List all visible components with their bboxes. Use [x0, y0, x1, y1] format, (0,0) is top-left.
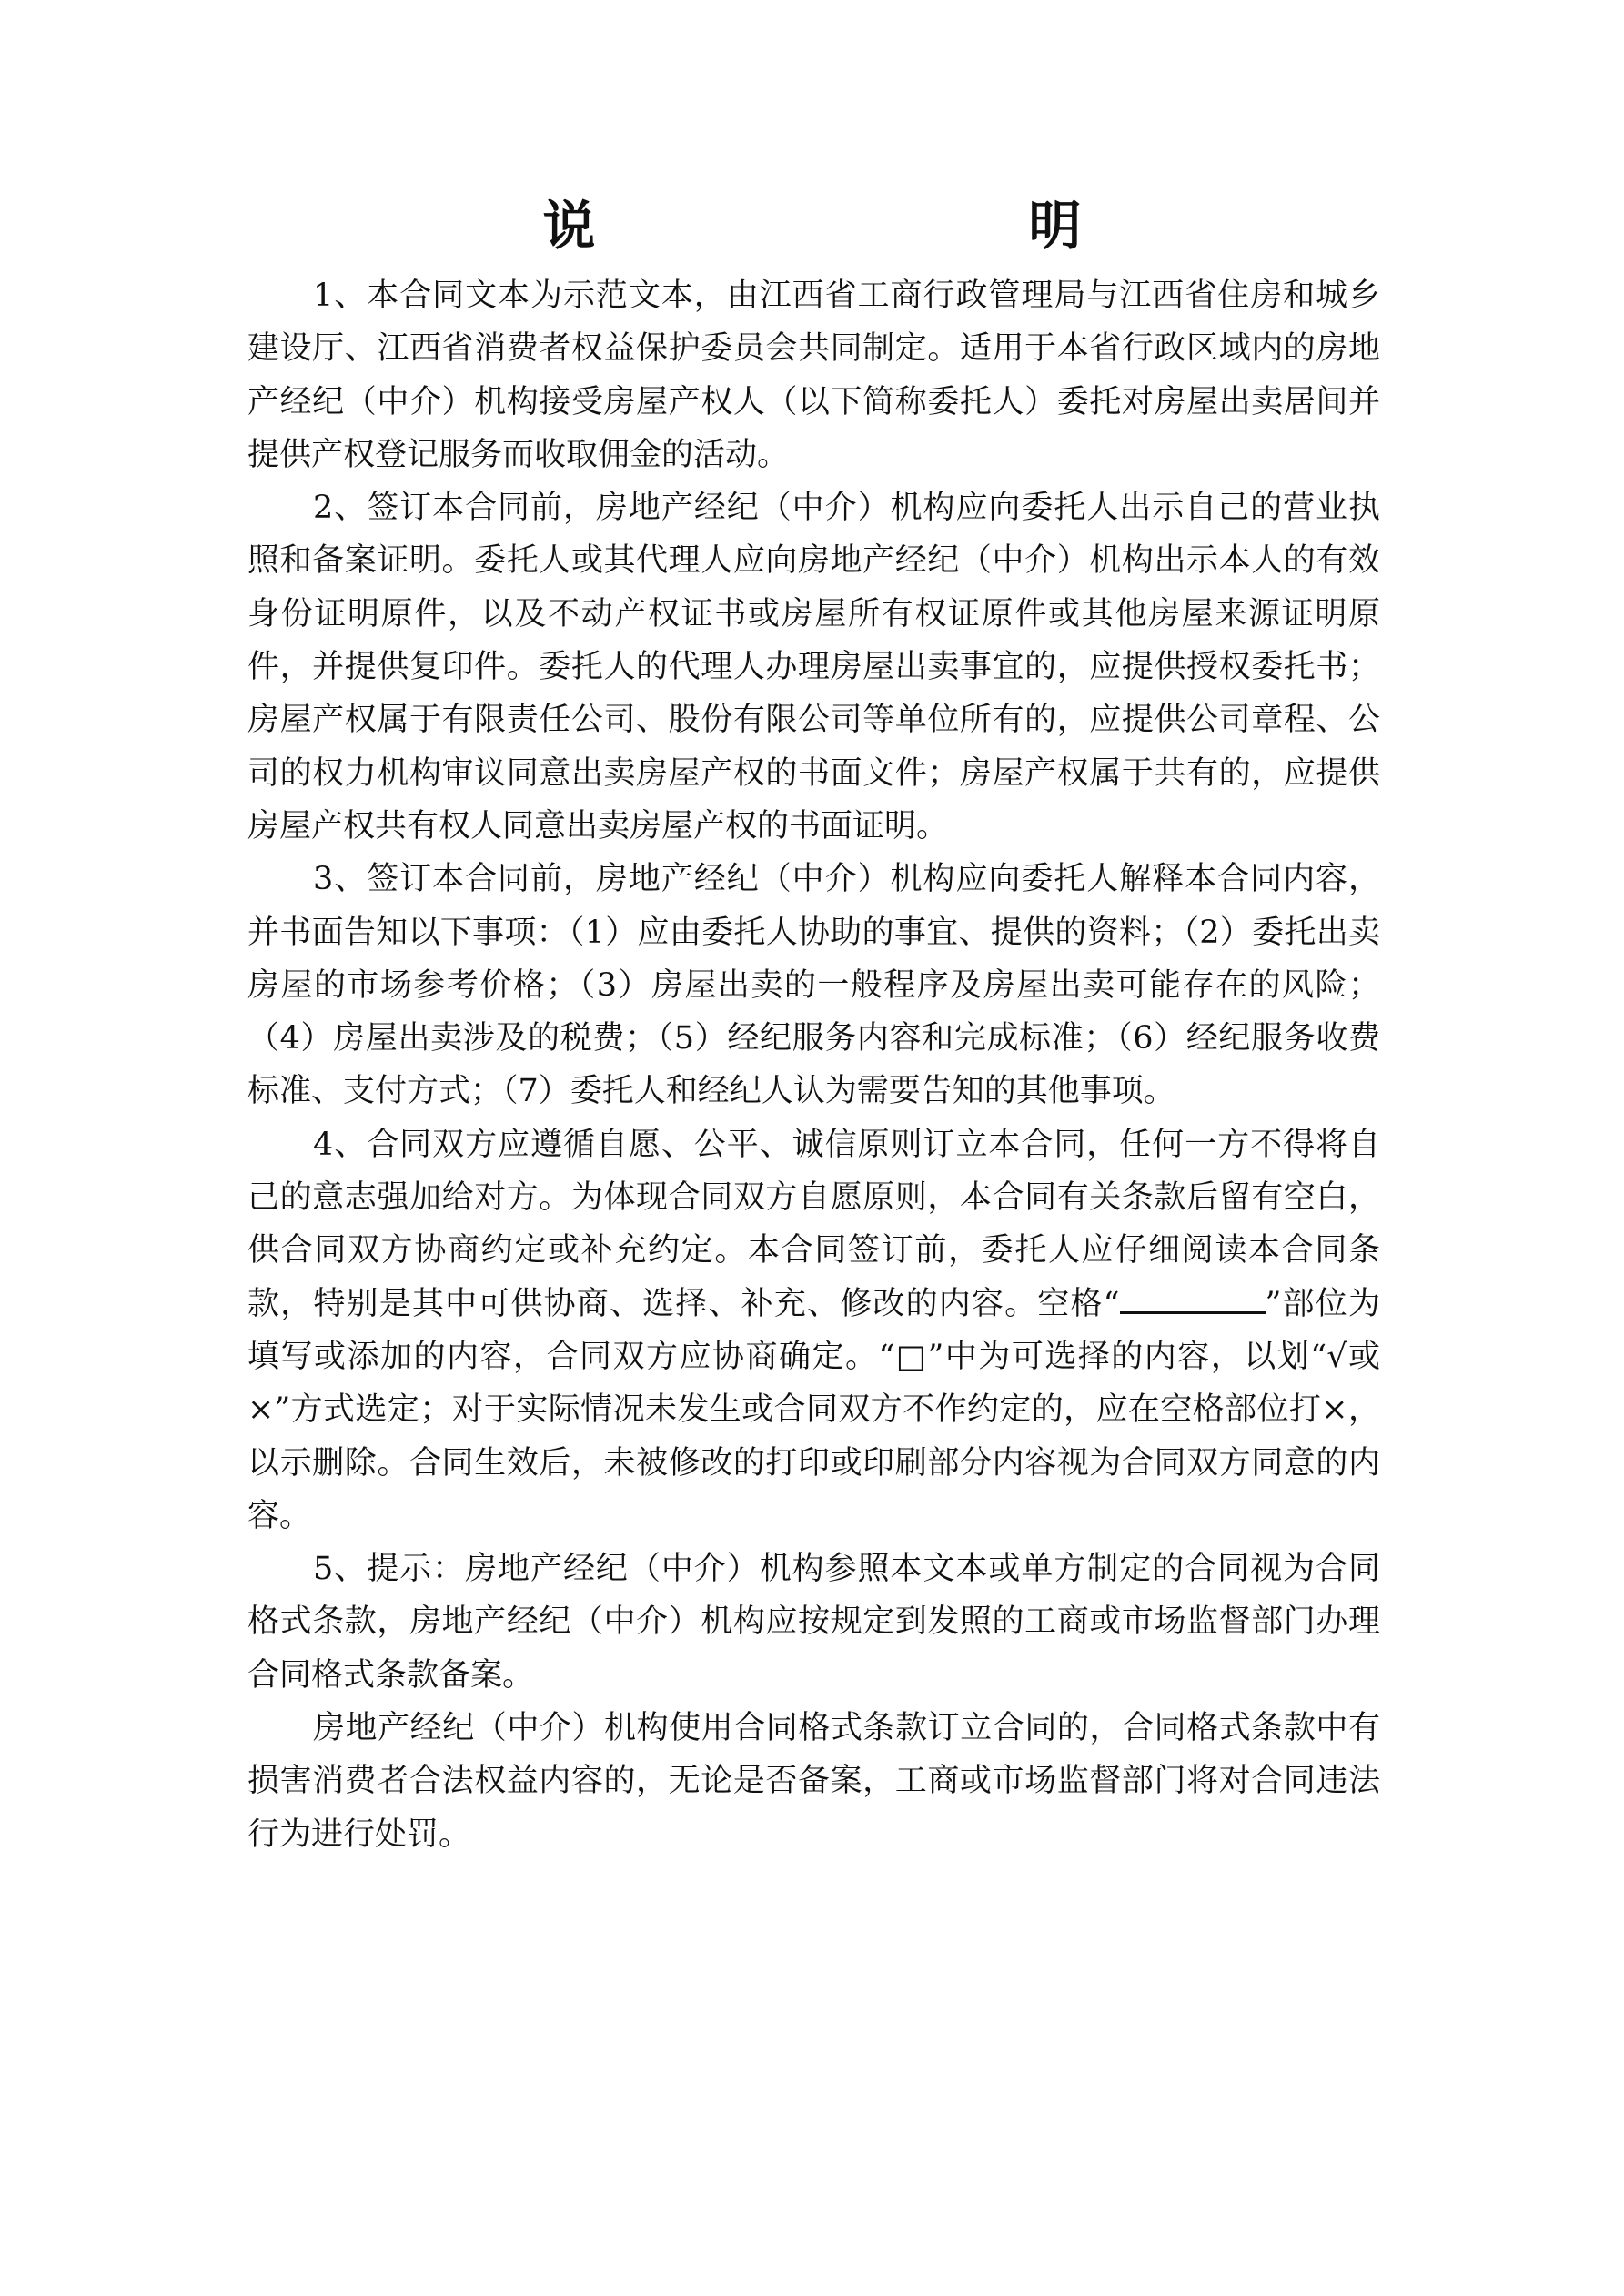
fill-in-blank-example — [1120, 1284, 1266, 1314]
paragraph-4-text-after: ”部位为填写或添加的内容，合同双方应协商确定。“□”中为可选择的内容，以划“√或×”方式选定；对于实际情况未发生或合同双方不作约定的，应在空格部位打×，以示删除。合同生效后，未被修改的打印或印刷部分内容视为合同双方同意的内容。 — [247, 1285, 1380, 1534]
paragraph-4 — [247, 1118, 1380, 1542]
paragraph-2: 2、签订本合同前，房地产经纪（中介）机构应向委托人出示自己的营业执照和备案证明。委托人或其代理人应向房地产经纪（中介）机构出示本人的有效身份证明原件，以及不动产权证书或房屋所有权证原件或其他房屋来源证明原件，并提供复印件。委托人的代理人办理房屋出卖事宜的，应提供授权委托书；房屋产权属于有限责任公司、股份有限公司等单位所有的，应提供公司章程、公司的权力机构审议同意出卖房屋产权的书面文件；房屋产权属于共有的，应提供房屋产权共有权人同意出卖房屋产权的书面证明。 — [247, 490, 1380, 845]
paragraph-6: 房地产经纪（中介）机构使用合同格式条款订立合同的，合同格式条款中有损害消费者合法权益内容的，无论是否备案，工商或市场监督部门将对合同违法行为进行处罚。 — [247, 1710, 1380, 1853]
document-body — [247, 269, 1380, 1861]
paragraph-4-text-before: 4、合同双方应遵循自愿、公平、诚信原则订立本合同，任何一方不得将自己的意志强加给对方。为体现合同双方自愿原则，本合同有关条款后留有空白，供合同双方协商约定或补充约定。本合同签订前，委托人应仔细阅读本合同条款，特别是其中可供协商、选择、补充、修改的内容。空格“ — [247, 1126, 1380, 1322]
paragraph-1: 1、本合同文本为示范文本，由江西省工商行政管理局与江西省住房和城乡建设厅、江西省消费者权益保护委员会共同制定。适用于本省行政区域内的房地产经纪（中介）机构接受房屋产权人（以下简称委托人）委托对房屋出卖居间并提供产权登记服务而收取佣金的活动。 — [247, 278, 1380, 473]
paragraph-5: 5、提示：房地产经纪（中介）机构参照本文本或单方制定的合同视为合同格式条款，房地产经纪（中介）机构应按规定到发照的工商或市场监督部门办理合同格式条款备案。 — [247, 1551, 1380, 1694]
page-title: 说 明 — [542, 195, 1191, 257]
paragraph-3: 3、签订本合同前，房地产经纪（中介）机构应向委托人解释本合同内容，并书面告知以下事项：（1）应由委托人协助的事宜、提供的资料；（2）委托出卖房屋的市场参考价格；（3）房屋出卖的一般程序及房屋出卖可能存在的风险；（4）房屋出卖涉及的税费；（5）经纪服务内容和完成标准；（6）经纪服务收费标准、支付方式；（7）委托人和经纪人认为需要告知的其他事项。 — [247, 861, 1380, 1110]
